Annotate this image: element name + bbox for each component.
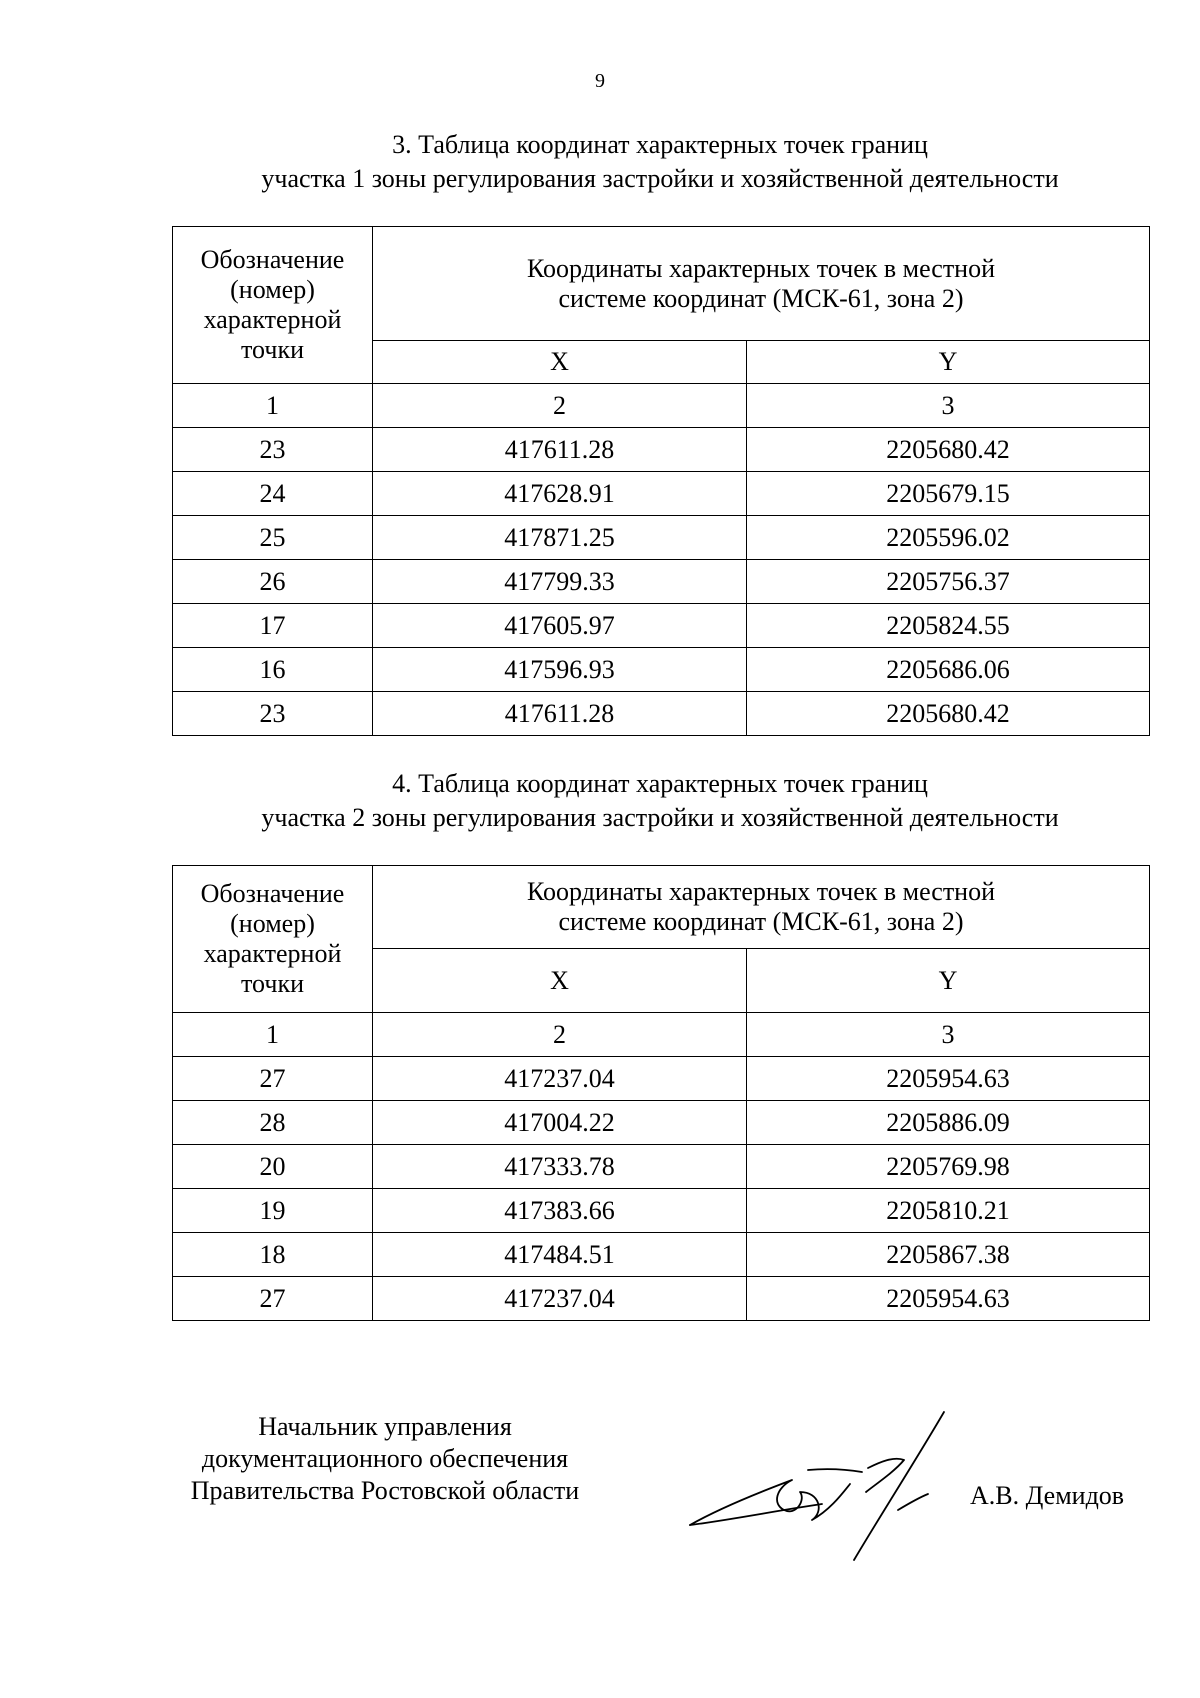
signer-position — [150, 1411, 620, 1507]
y-cell: 2205886.09 — [747, 1101, 1150, 1145]
point-cell: 24 — [173, 472, 373, 516]
index-cell: 1 — [173, 1013, 373, 1057]
index-row — [173, 384, 1150, 428]
table-row — [173, 1145, 1150, 1189]
table-row — [173, 692, 1150, 736]
point-cell: 23 — [173, 428, 373, 472]
index-cell: 3 — [747, 384, 1150, 428]
x-cell: 417611.28 — [373, 692, 747, 736]
x-cell: 417611.28 — [373, 428, 747, 472]
header-x-cell: X — [373, 949, 747, 1013]
y-cell: 2205954.63 — [747, 1057, 1150, 1101]
table-row — [173, 516, 1150, 560]
table-row — [173, 1277, 1150, 1321]
x-cell: 417004.22 — [373, 1101, 747, 1145]
point-cell: 25 — [173, 516, 373, 560]
y-cell: 2205769.98 — [747, 1145, 1150, 1189]
header-y-cell: Y — [747, 341, 1150, 384]
point-cell: 17 — [173, 604, 373, 648]
header-x-cell: X — [373, 341, 747, 384]
index-cell: 2 — [373, 384, 747, 428]
y-cell: 2205680.42 — [747, 428, 1150, 472]
signer-position-line3: Правительства Ростовской области — [190, 1476, 580, 1505]
y-cell: 2205596.02 — [747, 516, 1150, 560]
x-cell: 417383.66 — [373, 1189, 747, 1233]
table-row — [173, 1057, 1150, 1101]
table-row — [173, 1101, 1150, 1145]
x-cell: 417237.04 — [373, 1057, 747, 1101]
point-cell: 18 — [173, 1233, 373, 1277]
y-cell: 2205824.55 — [747, 604, 1150, 648]
y-cell: 2205686.06 — [747, 648, 1150, 692]
page-number: 9 — [595, 70, 605, 92]
header-coords-cell: Координаты характерных точек в местной системе координат (МСК-61, зона 2) — [373, 227, 1150, 341]
x-cell: 417237.04 — [373, 1277, 747, 1321]
y-cell: 2205954.63 — [747, 1277, 1150, 1321]
table-4 — [172, 865, 1150, 1321]
y-cell: 2205867.38 — [747, 1233, 1150, 1277]
x-cell: 417799.33 — [373, 560, 747, 604]
handwritten-signature — [680, 1400, 970, 1570]
x-cell: 417605.97 — [373, 604, 747, 648]
x-cell: 417628.91 — [373, 472, 747, 516]
table-3 — [172, 226, 1150, 736]
point-cell: 27 — [173, 1057, 373, 1101]
index-cell: 1 — [173, 384, 373, 428]
table-4-caption-line1: 4. Таблица координат характерных точек границ — [392, 769, 928, 798]
signer-position-line2: документационного обеспечения — [201, 1444, 569, 1473]
table-row — [173, 428, 1150, 472]
table-4-caption — [120, 767, 1200, 835]
point-cell: 20 — [173, 1145, 373, 1189]
header-point-cell: Обозначение (номер) характерной точки — [173, 866, 373, 1013]
point-cell: 27 — [173, 1277, 373, 1321]
header-point-cell: Обозначение (номер) характерной точки — [173, 227, 373, 384]
x-cell: 417871.25 — [373, 516, 747, 560]
index-cell: 2 — [373, 1013, 747, 1057]
table-row — [173, 604, 1150, 648]
table-3-caption-line2: участка 1 зоны регулирования застройки и хозяйственной деятельности — [261, 164, 1059, 193]
point-cell: 16 — [173, 648, 373, 692]
signer-position-line1: Начальник управления — [258, 1412, 512, 1441]
x-cell: 417484.51 — [373, 1233, 747, 1277]
signer-name: А.В. Демидов — [970, 1481, 1125, 1510]
y-cell: 2205810.21 — [747, 1189, 1150, 1233]
y-cell: 2205679.15 — [747, 472, 1150, 516]
point-cell: 26 — [173, 560, 373, 604]
table-row — [173, 648, 1150, 692]
point-cell: 23 — [173, 692, 373, 736]
table-row — [173, 1189, 1150, 1233]
point-cell: 28 — [173, 1101, 373, 1145]
x-cell: 417333.78 — [373, 1145, 747, 1189]
table-3-caption — [120, 128, 1200, 196]
table-row — [173, 560, 1150, 604]
table-4-caption-line2: участка 2 зоны регулирования застройки и хозяйственной деятельности — [261, 803, 1059, 832]
index-cell: 3 — [747, 1013, 1150, 1057]
table-3-caption-line1: 3. Таблица координат характерных точек границ — [392, 130, 928, 159]
header-coords-cell: Координаты характерных точек в местной системе координат (МСК-61, зона 2) — [373, 866, 1150, 949]
point-cell: 19 — [173, 1189, 373, 1233]
y-cell: 2205680.42 — [747, 692, 1150, 736]
index-row — [173, 1013, 1150, 1057]
x-cell: 417596.93 — [373, 648, 747, 692]
table-row — [173, 1233, 1150, 1277]
header-y-cell: Y — [747, 949, 1150, 1013]
table-row — [173, 472, 1150, 516]
y-cell: 2205756.37 — [747, 560, 1150, 604]
